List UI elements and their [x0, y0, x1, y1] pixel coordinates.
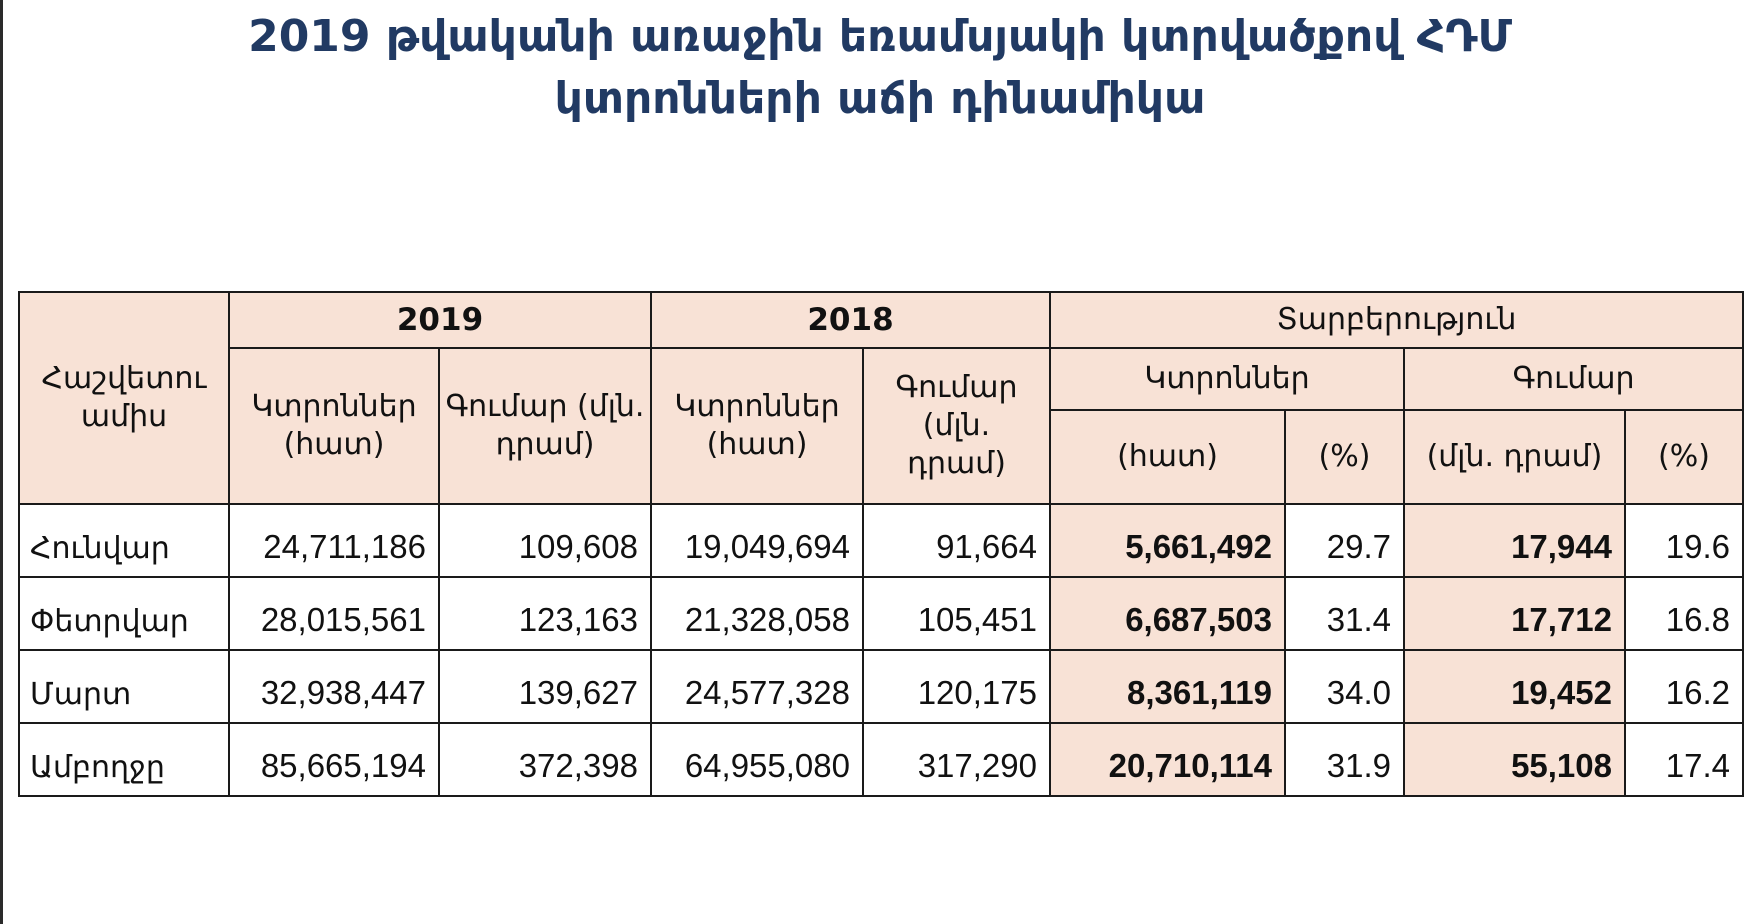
diff-amount-pct-unit: (%) [1625, 410, 1743, 504]
diff-receipts-pct-cell: 31.4 [1285, 577, 1404, 650]
receipts-2019-cell: 24,711,186 [229, 504, 439, 577]
header-row-groups [19, 348, 1743, 410]
table-row [19, 650, 1743, 723]
amount-2019-cell: 372,398 [439, 723, 651, 796]
header-row-years [19, 292, 1743, 348]
amount-2019-cell: 123,163 [439, 577, 651, 650]
diff-receipts-cell: 20,710,114 [1050, 723, 1285, 796]
receipts-growth-table [18, 291, 1744, 797]
month-column-header: Հաշվետու ամիս [19, 292, 229, 504]
month-cell: Հունվար [19, 504, 229, 577]
page-title [0, 6, 1760, 130]
receipts-2019-cell: 28,015,561 [229, 577, 439, 650]
diff-receipts-pct-unit: (%) [1285, 410, 1404, 504]
amount-2019-cell: 139,627 [439, 650, 651, 723]
diff-amount-header: Գումար [1404, 348, 1743, 410]
amount-2018-cell: 317,290 [863, 723, 1050, 796]
receipts-2018-header: Կտրոններ (հատ) [651, 348, 863, 504]
month-cell: Մարտ [19, 650, 229, 723]
receipts-2019-cell: 32,938,447 [229, 650, 439, 723]
year-2019-header: 2019 [229, 292, 651, 348]
diff-amount-cell: 19,452 [1404, 650, 1625, 723]
diff-receipts-cell: 6,687,503 [1050, 577, 1285, 650]
diff-amount-cell: 55,108 [1404, 723, 1625, 796]
diff-receipts-cell: 8,361,119 [1050, 650, 1285, 723]
diff-receipts-unit: (հատ) [1050, 410, 1285, 504]
difference-header: Տարբերություն [1050, 292, 1743, 348]
diff-amount-cell: 17,712 [1404, 577, 1625, 650]
amount-2019-cell: 109,608 [439, 504, 651, 577]
diff-amount-cell: 17,944 [1404, 504, 1625, 577]
diff-receipts-header: Կտրոններ [1050, 348, 1404, 410]
diff-receipts-pct-cell: 31.9 [1285, 723, 1404, 796]
diff-amount-pct-cell: 17.4 [1625, 723, 1743, 796]
diff-amount-pct-cell: 16.8 [1625, 577, 1743, 650]
receipts-2018-cell: 64,955,080 [651, 723, 863, 796]
receipts-2018-cell: 24,577,328 [651, 650, 863, 723]
diff-amount-unit: (մլն. դրամ) [1404, 410, 1625, 504]
diff-receipts-cell: 5,661,492 [1050, 504, 1285, 577]
table-row [19, 504, 1743, 577]
year-2018-header: 2018 [651, 292, 1050, 348]
diff-amount-pct-cell: 16.2 [1625, 650, 1743, 723]
diff-receipts-pct-cell: 34.0 [1285, 650, 1404, 723]
receipts-2018-cell: 19,049,694 [651, 504, 863, 577]
receipts-2018-cell: 21,328,058 [651, 577, 863, 650]
left-edge-divider [0, 0, 3, 924]
table-row-total [19, 723, 1743, 796]
amount-2018-cell: 91,664 [863, 504, 1050, 577]
diff-amount-pct-cell: 19.6 [1625, 504, 1743, 577]
month-cell: Փետրվար [19, 577, 229, 650]
month-cell: Ամբողջը [19, 723, 229, 796]
table-row [19, 577, 1743, 650]
diff-receipts-pct-cell: 29.7 [1285, 504, 1404, 577]
amount-2019-header: Գումար (մլն. դրամ) [439, 348, 651, 504]
receipts-2019-header: Կտրոններ (հատ) [229, 348, 439, 504]
amount-2018-header: Գումար (մլն. դրամ) [863, 348, 1050, 504]
title-line-2: կտրոնների աճի դինամիկա [554, 73, 1206, 124]
amount-2018-cell: 105,451 [863, 577, 1050, 650]
title-line-1: 2019 թվականի առաջին եռամսյակի կտրվածքով ՀԴՄ [248, 11, 1512, 62]
receipts-2019-cell: 85,665,194 [229, 723, 439, 796]
amount-2018-cell: 120,175 [863, 650, 1050, 723]
